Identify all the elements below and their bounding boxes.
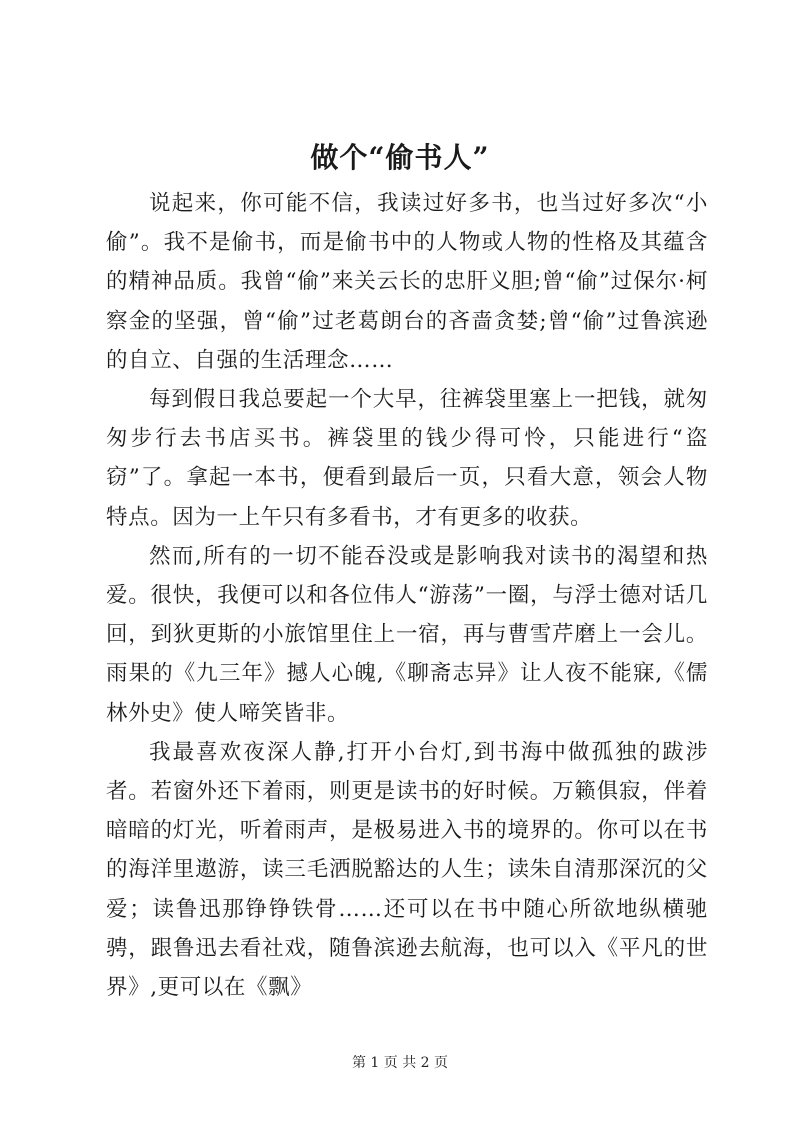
page-number-footer: 第 1 页 共 2 页	[351, 1055, 449, 1071]
paragraph-4: 我最喜欢夜深人静,打开小台灯,到书海中做孤独的跋涉者。若窗外还下着雨，则更是读书的好时候。万籁俱寂，伴着暗暗的灯光，听着雨声，是极易进入书的境界的。你可以在书的海洋里遨游，读三毛洒脱豁达的人生；读朱自清那深沉的父爱；读鲁迅那铮铮铁骨……还可以在书中随心所欲地纵横驰骋，跟鲁迅去看社戏，随鲁滨逊去航海，也可以入《平凡的世界》,更可以在《飘》	[106, 739, 708, 1001]
paragraph-3: 然而,所有的一切不能吞没或是影响我对读书的渴望和热爱。很快，我便可以和各位伟人“游荡”一圈，与浮士德对话几回，到狄更斯的小旅馆里住上一宿，再与曹雪芹磨上一会儿。雨果的《九三年》撼人心魄,《聊斋志异》让人夜不能寐,《儒林外史》使人啼笑皆非。	[106, 543, 708, 726]
paragraph-1: 说起来，你可能不信，我读过好多书，也当过好多次“小偷”。我不是偷书，而是偷书中的人物或人物的性格及其蕴含的精神品质。我曾“偷”来关云长的忠肝义胆;曾“偷”过保尔·柯察金的坚强，曾“偷”过老葛朗台的吝啬贪婪;曾“偷”过鲁滨逊的自立、自强的生活理念……	[106, 191, 708, 373]
paragraph-2: 每到假日我总要起一个大早，往裤袋里塞上一把钱，就匆匆步行去书店买书。裤袋里的钱少得可怜，只能进行“盗窃”了。拿起一本书，便看到最后一页，只看大意，领会人物特点。因为一上午只有多看书，才有更多的收获。	[106, 387, 708, 530]
document-body	[106, 184, 708, 1007]
document-title: 做个“偷书人”	[310, 141, 490, 174]
